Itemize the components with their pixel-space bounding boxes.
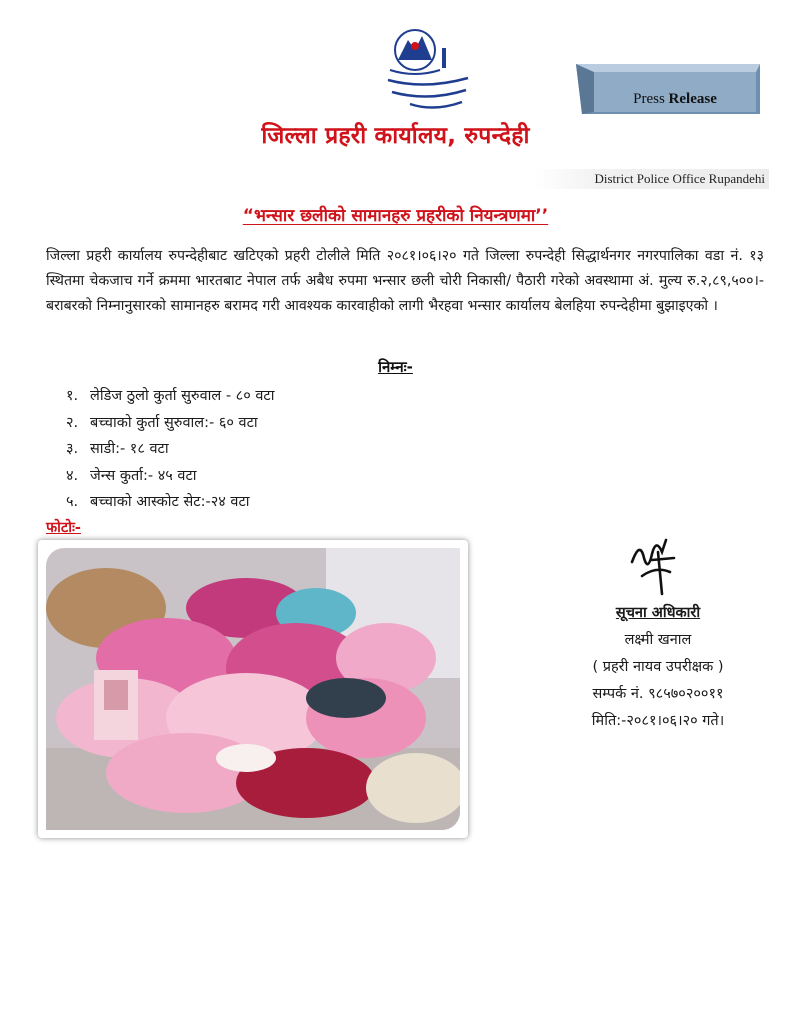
list-item-number: २.: [66, 414, 79, 431]
seized-goods-photo: [46, 548, 460, 830]
signatory-name: लक्ष्मी खनाल: [624, 632, 692, 648]
list-item: [66, 436, 274, 463]
list-item: [66, 489, 274, 516]
signatory-role: सूचना अधिकारी: [615, 605, 701, 621]
list-item-number: ५.: [66, 494, 79, 510]
signatory-date: मिति:-२०८१।०६।२० गते।: [591, 713, 725, 729]
office-name-english: District Police Office Rupandehi: [534, 169, 769, 189]
photo-label: फोटोः-: [46, 520, 81, 536]
list-item-number: ३.: [66, 441, 79, 457]
signatory-block: [548, 600, 768, 735]
press-release-prefix: Press: [633, 91, 665, 107]
body-paragraph: जिल्ला प्रहरी कार्यालय रुपन्देहीबाट खटिएको प्रहरी टोलीले मिति २०८१।०६।२० गते जिल्ला रुपन्देही सिद्धार्थनगर नगरपालिका वडा नं. १३ स्थितमा चेकजाच गर्ने क्रममा भारतबाट नेपाल तर्फ अबैध रुपमा भन्सार छली चोरी निकासी/ पैठारी गरेको अवस्थामा अं. मुल्य रु.२,८९,५००।- बराबरको निम्नानुसारको सामानहरु बरामद गरी आवश्यक कारवाहीको लागी भैरहवा भन्सार कार्यालय बेलहिया रुपन्देहीमा बुझाइएको ।: [46, 248, 764, 314]
list-item: [66, 410, 274, 437]
list-heading-text: निम्नः-: [378, 358, 413, 376]
signatory-contact: सम्पर्क नं. ९८५७०२००११: [592, 686, 724, 702]
list-item-text: लेडिज ठुलो कुर्ता सुरुवाल - ८० वटा: [90, 388, 275, 404]
headline-text: “भन्सार छलीको सामानहरु प्रहरीको नियन्त्रणमा’’: [242, 206, 549, 226]
press-release-tab: [572, 58, 764, 120]
list-item-text: बच्चाको आस्कोट सेट:-२४ वटा: [90, 494, 250, 510]
list-item-text: जेन्स कुर्ता:- ४५ वटा: [90, 467, 197, 484]
seized-items-list: [66, 383, 274, 516]
list-item-text: साडी:- १८ वटा: [90, 441, 169, 457]
signatory-rank: ( प्रहरी नायव उपरीक्षक ): [592, 659, 724, 675]
signature: [622, 532, 682, 596]
police-emblem-logo: [370, 26, 480, 116]
list-item-number: १.: [66, 388, 79, 404]
press-release-bold: Release: [668, 91, 717, 107]
list-item: [66, 383, 274, 410]
press-release-label: [600, 91, 750, 108]
list-item-number: ४.: [66, 467, 79, 484]
list-item: [66, 463, 274, 490]
photo-frame: [38, 540, 468, 838]
headline: [0, 203, 791, 226]
list-item-text: बच्चाको कुर्ता सुरुवाल:- ६० वटा: [90, 414, 258, 431]
office-title: जिल्ला प्रहरी कार्यालय, रुपन्देही: [261, 123, 530, 149]
list-heading: [0, 357, 791, 377]
